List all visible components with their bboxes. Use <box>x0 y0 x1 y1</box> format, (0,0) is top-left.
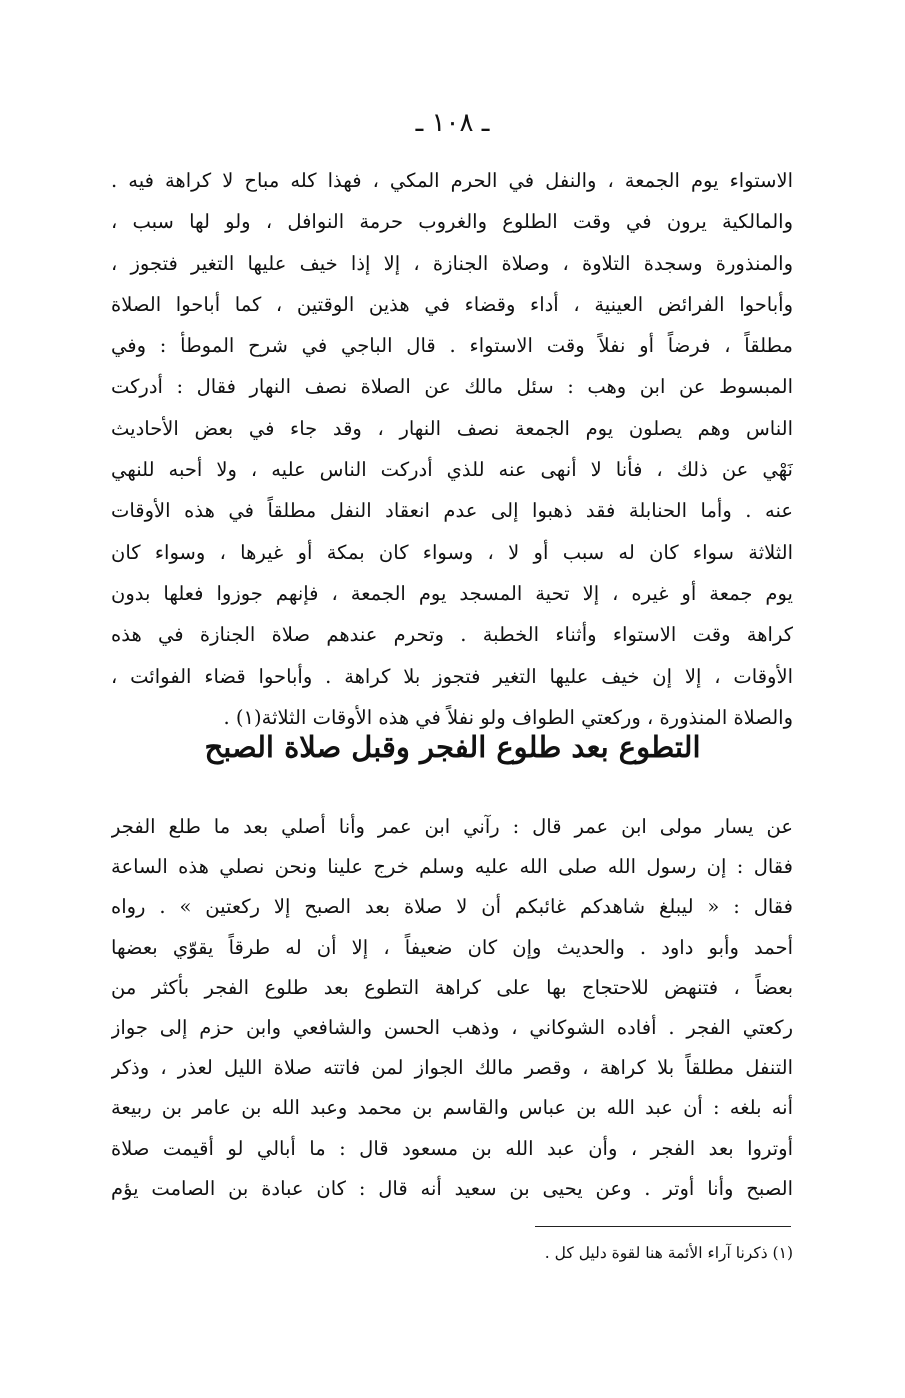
section-heading: التطوع بعد طلوع الفجر وقبل صلاة الصبح <box>204 730 701 764</box>
text-line: عن يسار مولى ابن عمر قال : رآني ابن عمر وأنا أصلي بعد ما طلع الفجر <box>111 815 793 838</box>
text-line: المبسوط عن ابن وهب : سئل مالك عن الصلاة نصف النهار فقال : أدركت <box>111 375 793 399</box>
text-line: والمالكية يرون في وقت الطلوع والغروب حرمة النوافل ، ولو لها سبب ، <box>111 210 793 234</box>
text-line: الثلاثة سواء كان له سبب أو لا ، وسواء كان بمكة أو غيرها ، وسواء كان <box>111 540 793 564</box>
text-line: فقال : « ليبلغ شاهدكم غائبكم أن لا صلاة بعد الصبح إلا ركعتين » . رواه <box>111 895 793 919</box>
text-line: التنفل مطلقاً بلا كراهة ، وقصر مالك الجواز لمن فاتته صلاة الليل لعذر ، وذكر <box>111 1056 793 1080</box>
text-line: الاستواء يوم الجمعة ، والنفل في الحرم المكي ، فهذا كله مباح لا كراهة فيه . <box>111 169 793 192</box>
text-line: يوم جمعة أو غيره ، إلا تحية المسجد يوم الجمعة ، فإنهم جوزوا فعلها بدون <box>111 581 793 605</box>
text-line: أوتروا بعد الفجر ، وأن عبد الله بن مسعود قال : ما أبالي لو أقيمت صلاة <box>111 1136 793 1160</box>
text-line: الناس وهم يصلون يوم الجمعة نصف النهار ، وقد جاء في بعض الأحاديث <box>111 416 793 440</box>
text-line: كراهة وقت الاستواء وأثناء الخطبة . وتحرم عندهم صلاة الجنازة في هذه <box>111 623 793 647</box>
text-line: الأوقات ، إلا إن خيف عليها التغير فتجوز بلا كراهة . وأباحوا قضاء الفوائت ، <box>111 664 793 688</box>
text-line: فقال : إن رسول الله صلى الله عليه وسلم خرج علينا ونحن نصلي هذه الساعة <box>111 855 793 879</box>
text-line: بعضاً ، فتنهض للاحتجاج بها على كراهة التطوع بعد طلوع الفجر بأكثر من <box>111 975 793 999</box>
paragraph-2 <box>111 807 793 1209</box>
text-line: أنه بلغه : أن عبد الله بن عباس والقاسم بن محمد وعبد الله بن عامر بن ربيعة <box>111 1096 793 1120</box>
paragraph-1 <box>111 160 793 738</box>
text-line: والمنذورة وسجدة التلاوة ، وصلاة الجنازة ، إلا إذا خيف عليها التغير فتجوز ، <box>111 251 793 275</box>
text-line: والصلاة المنذورة ، وركعتي الطواف ولو نفلاً في هذه الأوقات الثلاثة(١) . <box>223 705 793 729</box>
page-number: ـ ١٠٨ ـ <box>415 108 490 138</box>
text-line: وأباحوا الفرائض العينية ، أداء وقضاء في هذين الوقتين ، كما أباحوا الصلاة <box>111 292 793 316</box>
text-line: ركعتي الفجر . أفاده الشوكاني ، وذهب الحسن والشافعي وابن حزم إلى جواز <box>111 1015 793 1039</box>
text-line: مطلقاً ، فرضاً أو نفلاً وقت الاستواء . قال الباجي في شرح الموطأ : وفي <box>111 334 793 358</box>
text-line: عنه . وأما الحنابلة فقد ذهبوا إلى عدم انعقاد النفل مطلقاً في هذه الأوقات <box>111 499 793 523</box>
text-line: أحمد وأبو داود . والحديث وإن كان ضعيفاً ، إلا أن له طرقاً يقوّي بعضها <box>111 935 793 959</box>
footnote: (١) ذكرنا آراء الأئمة هنا لقوة دليل كل . <box>544 1244 793 1262</box>
text-line: نَهْي عن ذلك ، فأنا لا أنهى عنه للذي أدركت الناس عليه ، ولا أحبه للنهي <box>111 458 793 482</box>
footnote-divider <box>535 1226 791 1227</box>
text-line: الصبح وأنا أوتر . وعن يحيى بن سعيد أنه قال : كان عبادة بن الصامت يؤم <box>111 1176 793 1200</box>
